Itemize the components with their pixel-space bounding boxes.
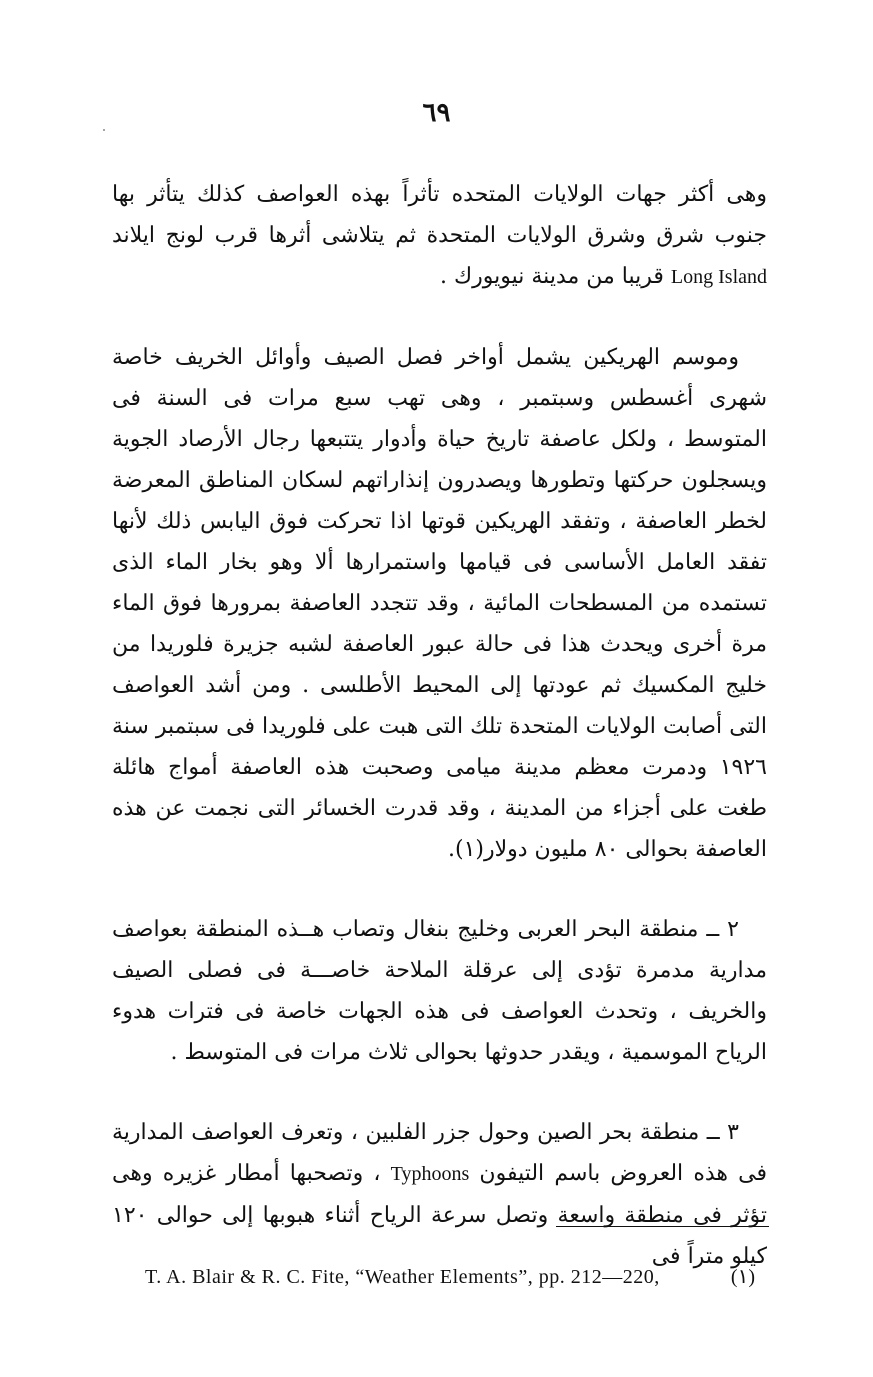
latin-term-long-island: Long Island (670, 266, 767, 288)
text-run: ، وتصحبها أمطار غزيره وهى تؤثر فى منطقة واسعة وتصل سرعة الرياح أثناء هبوبها إلى حوالى ١٢٠ كيلو متراً فى (112, 1161, 767, 1269)
page-number: ٦٩ (422, 98, 451, 128)
text-run: ٣ ــ منطقة بحر الصين وحول جزر الفلبين ، وتعرف العواصف المدارية فى هذه العروض باسم التيفون (112, 1120, 767, 1186)
paragraph-4 (112, 1112, 767, 1277)
paragraph-3 (112, 909, 767, 1073)
footnote-marker: (١) (730, 1266, 755, 1288)
footnote-reference: T. A. Blair & R. C. Fite, “Weather Elements”, pp. 212—220, (145, 1266, 660, 1288)
body-text (112, 174, 767, 1277)
text-run: ٢ ــ منطقة البحر العربى وخليج بنغال وتصاب هــذه المنطقة بعواصف مدارية مدمرة تؤدى إلى عرقلة الملاحة خاصـــة فى فصلى الصيف والخريف ، وتحدث العواصف فى هذه الجهات خاصة فى فترات هدوء الرياح الموسمية ، ويقدر حدوثها بحوالى ثلاث مرات فى المتوسط . (112, 917, 767, 1065)
text-run: وموسم الهريكين يشمل أواخر فصل الصيف وأوائل الخريف خاصة شهرى أغسطس وسبتمبر ، وهى تهب سبع مرات فى السنة فى المتوسط ، ولكل عاصفة تاريخ حياة وأدوار يتتبعها رجال الأرصاد الجوية ويسجلون حركتها وتطورها ويصدرون إنذاراتهم لسكان المناطق المعرضة لخطر العاصفة ، وتفقد الهريكين قوتها اذا تحركت فوق اليابس ذلك لأنها تفقد العامل الأساسى فى قيامها واستمرارها ألا وهو بخار الماء الذى تستمده من المسطحات المائية ، وقد تتجدد العاصفة بمرورها فوق الماء مرة أخرى ويحدث هذا فى حالة عبور العاصفة لشبه جزيرة فلوريدا من خليج المكسيك ثم عودتها إلى المحيط الأطلسى . ومن أشد العواصف التى أصابت الولايات المتحدة تلك التى هبت على فلوريدا فى سبتمبر سنة ١٩٢٦ ودمرت معظم مدينة ميامى وصحبت هذه العاصفة أمواج هائلة طغت على أجزاء من المدينة ، وقد قدرت الخسائر التى نجمت عن هذه العاصفة بحوالى ٨٠ مليون دولار(١). (112, 345, 768, 862)
paragraph-2 (112, 337, 767, 870)
paragraph-1 (112, 174, 767, 298)
text-run: قريبا من مدينة نيويورك . (440, 264, 671, 289)
text-run: وهى أكثر جهات الولايات المتحده تأثراً بهذه العواصف كذلك يتأثر بها جنوب شرق وشرق الولايات المتحدة ثم يتلاشى أثرها قرب لونج ايلاند (112, 182, 767, 248)
scan-speck (103, 129, 105, 131)
footnote (145, 1258, 755, 1296)
latin-term-typhoons: Typhoons (390, 1163, 470, 1185)
footnote-divider (556, 1226, 769, 1227)
